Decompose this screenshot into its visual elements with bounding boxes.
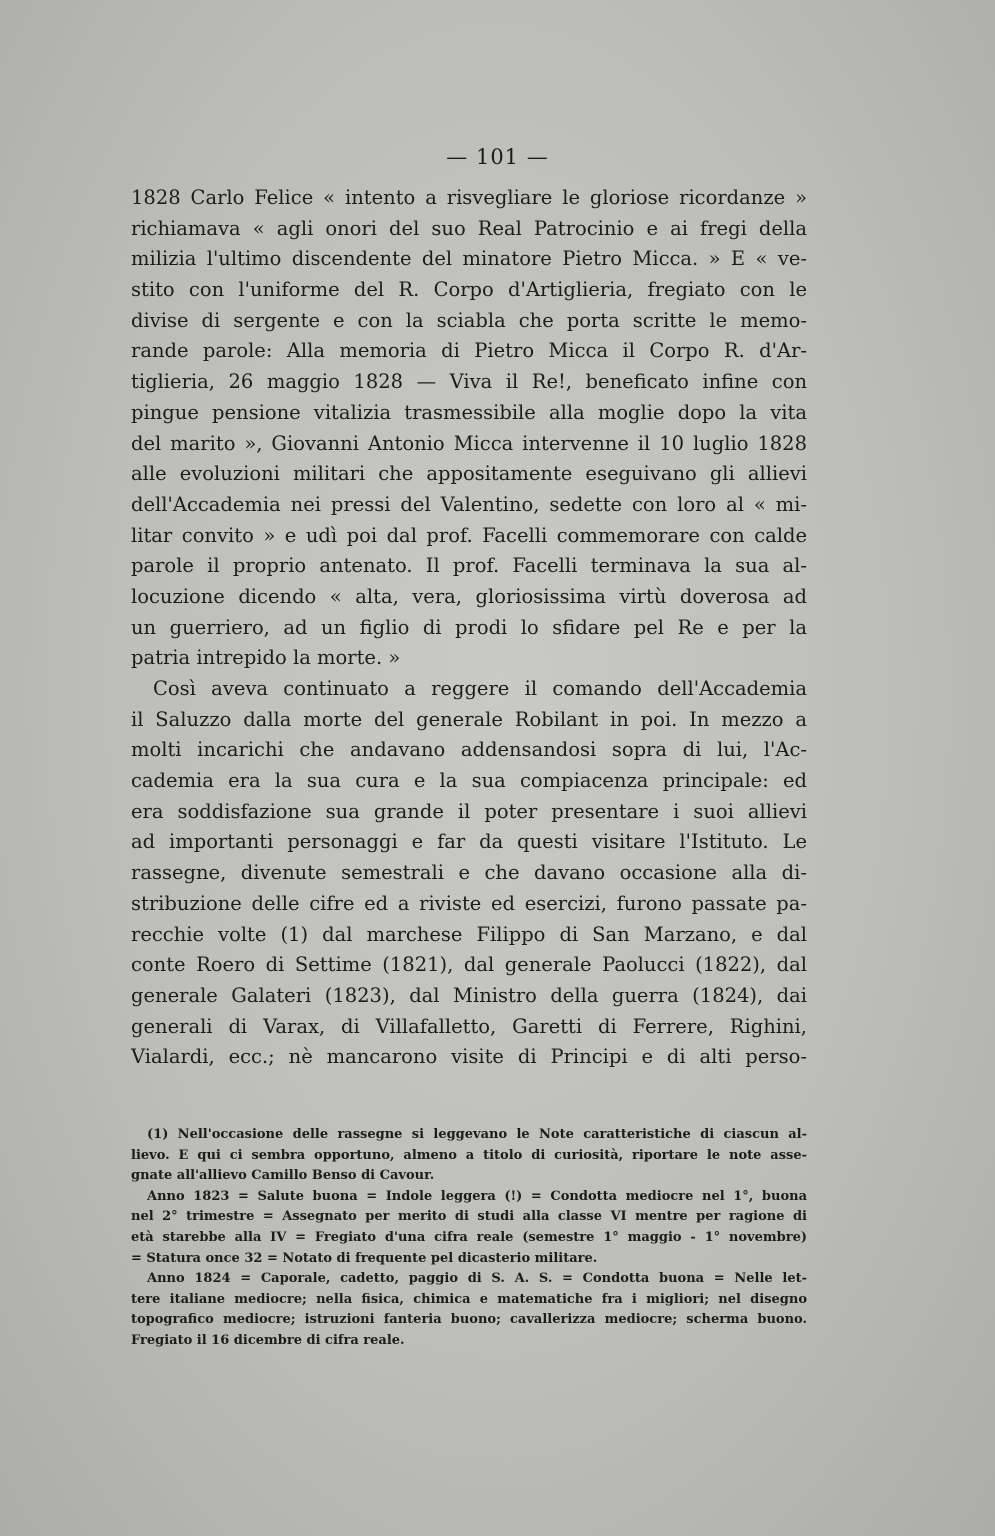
text-line: cademia era la sua cura e la sua compiacenza principale: ed <box>131 769 807 793</box>
text-line: generali di Varax, di Villafalletto, Garetti di Ferrere, Righini, <box>131 1014 807 1038</box>
text-line: 1828 Carlo Felice « intento a risvegliare le gloriose ricordanze » <box>131 186 807 209</box>
text-line: Così aveva continuato a reggere il comando dell'Accademia <box>153 677 807 700</box>
footnote-line: Anno 1824 = Caporale, cadetto, paggio di S. A. S. = Condotta buona = Nelle let- <box>147 1271 807 1287</box>
text-line: pingue pensione vitalizia trasmessibile alla moglie dopo la vita <box>131 400 807 424</box>
text-line: recchie volte (1) dal marchese Filippo di San Marzano, e dal <box>131 922 807 946</box>
text-line: litar convito » e udì poi dal prof. Facelli commemorare con calde <box>131 523 807 547</box>
text-line: del marito », Giovanni Antonio Micca intervenne il 10 luglio 1828 <box>131 431 807 455</box>
text-line: stribuzione delle cifre ed a riviste ed esercizi, furono passate pa- <box>131 891 807 915</box>
text-line: era soddisfazione sua grande il poter presentare i suoi allievi <box>131 799 807 823</box>
footnote-line: (1) Nell'occasione delle rassegne si leggevano le Note caratteristiche di ciascun al- <box>147 1127 807 1142</box>
text-line: richiamava « agli onori del suo Real Patrocinio e ai fregi della <box>131 216 807 240</box>
text-line: dell'Accademia nei pressi del Valentino, sedette con loro al « mi- <box>131 492 807 516</box>
footnote-line: nel 2° trimestre = Assegnato per merito di studi alla classe VI mentre per ragione di <box>131 1209 807 1225</box>
text-line: molti incarichi che andavano addensandosi sopra di lui, l'Ac- <box>131 738 807 762</box>
main-text <box>131 183 807 1073</box>
footnote-line: tere italiane mediocre; nella fisica, chimica e matematiche fra i migliori; nel disegno <box>131 1291 807 1307</box>
text-line: un guerriero, ad un figlio di prodi lo sfidare pel Re e per la <box>131 615 807 639</box>
text-line: milizia l'ultimo discendente del minatore Pietro Micca. » E « ve- <box>131 247 807 271</box>
footnote-line: = Statura once 32 = Notato di frequente pel dicasterio militare. <box>131 1250 598 1266</box>
footnote-line: Anno 1823 = Salute buona = Indole leggera (!) = Condotta mediocre nel 1°, buona <box>147 1188 807 1204</box>
text-line: rassegne, divenute semestrali e che davano occasione alla di- <box>131 861 807 885</box>
page-number: — 101 — <box>446 145 549 169</box>
footnotes <box>131 1125 807 1352</box>
text-line: Vialardi, ecc.; nè mancarono visite di Principi e di alti perso- <box>131 1045 807 1069</box>
footnote-line: Fregiato il 16 dicembre di cifra reale. <box>131 1332 405 1348</box>
footnote-line: gnate all'allievo Camillo Benso di Cavour. <box>131 1168 435 1184</box>
text-line: rande parole: Alla memoria di Pietro Micca il Corpo R. d'Ar- <box>131 339 807 363</box>
footnote-line: età starebbe alla IV = Fregiato d'una cifra reale (semestre 1° maggio - 1° novembre) <box>131 1229 807 1245</box>
text-line: generale Galateri (1823), dal Ministro della guerra (1824), dai <box>131 983 807 1007</box>
text-line: stito con l'uniforme del R. Corpo d'Artiglieria, fregiato con le <box>131 278 807 302</box>
text-line: locuzione dicendo « alta, vera, gloriosissima virtù doverosa ad <box>131 584 807 608</box>
footnote-line: topografico mediocre; istruzioni fanteria buono; cavallerizza mediocre; scherma buono. <box>131 1312 807 1328</box>
text-line: divise di sergente e con la sciabla che porta scritte le memo- <box>131 308 807 332</box>
text-line: conte Roero di Settime (1821), dal generale Paolucci (1822), dal <box>131 953 807 977</box>
text-line: alle evoluzioni militari che appositamente eseguivano gli allievi <box>131 462 807 486</box>
text-line: patria intrepido la morte. » <box>131 646 401 670</box>
text-line: ad importanti personaggi e far da questi visitare l'Istituto. Le <box>131 830 807 854</box>
text-line: il Saluzzo dalla morte del generale Robilant in poi. In mezzo a <box>131 707 807 731</box>
footnote-line: lievo. E qui ci sembra opportuno, almeno a titolo di curiosità, riportare le note asse- <box>131 1147 807 1163</box>
text-line: parole il proprio antenato. Il prof. Facelli terminava la sua al- <box>131 554 807 578</box>
text-line: tiglieria, 26 maggio 1828 — Viva il Re!, beneficato infine con <box>131 370 807 394</box>
